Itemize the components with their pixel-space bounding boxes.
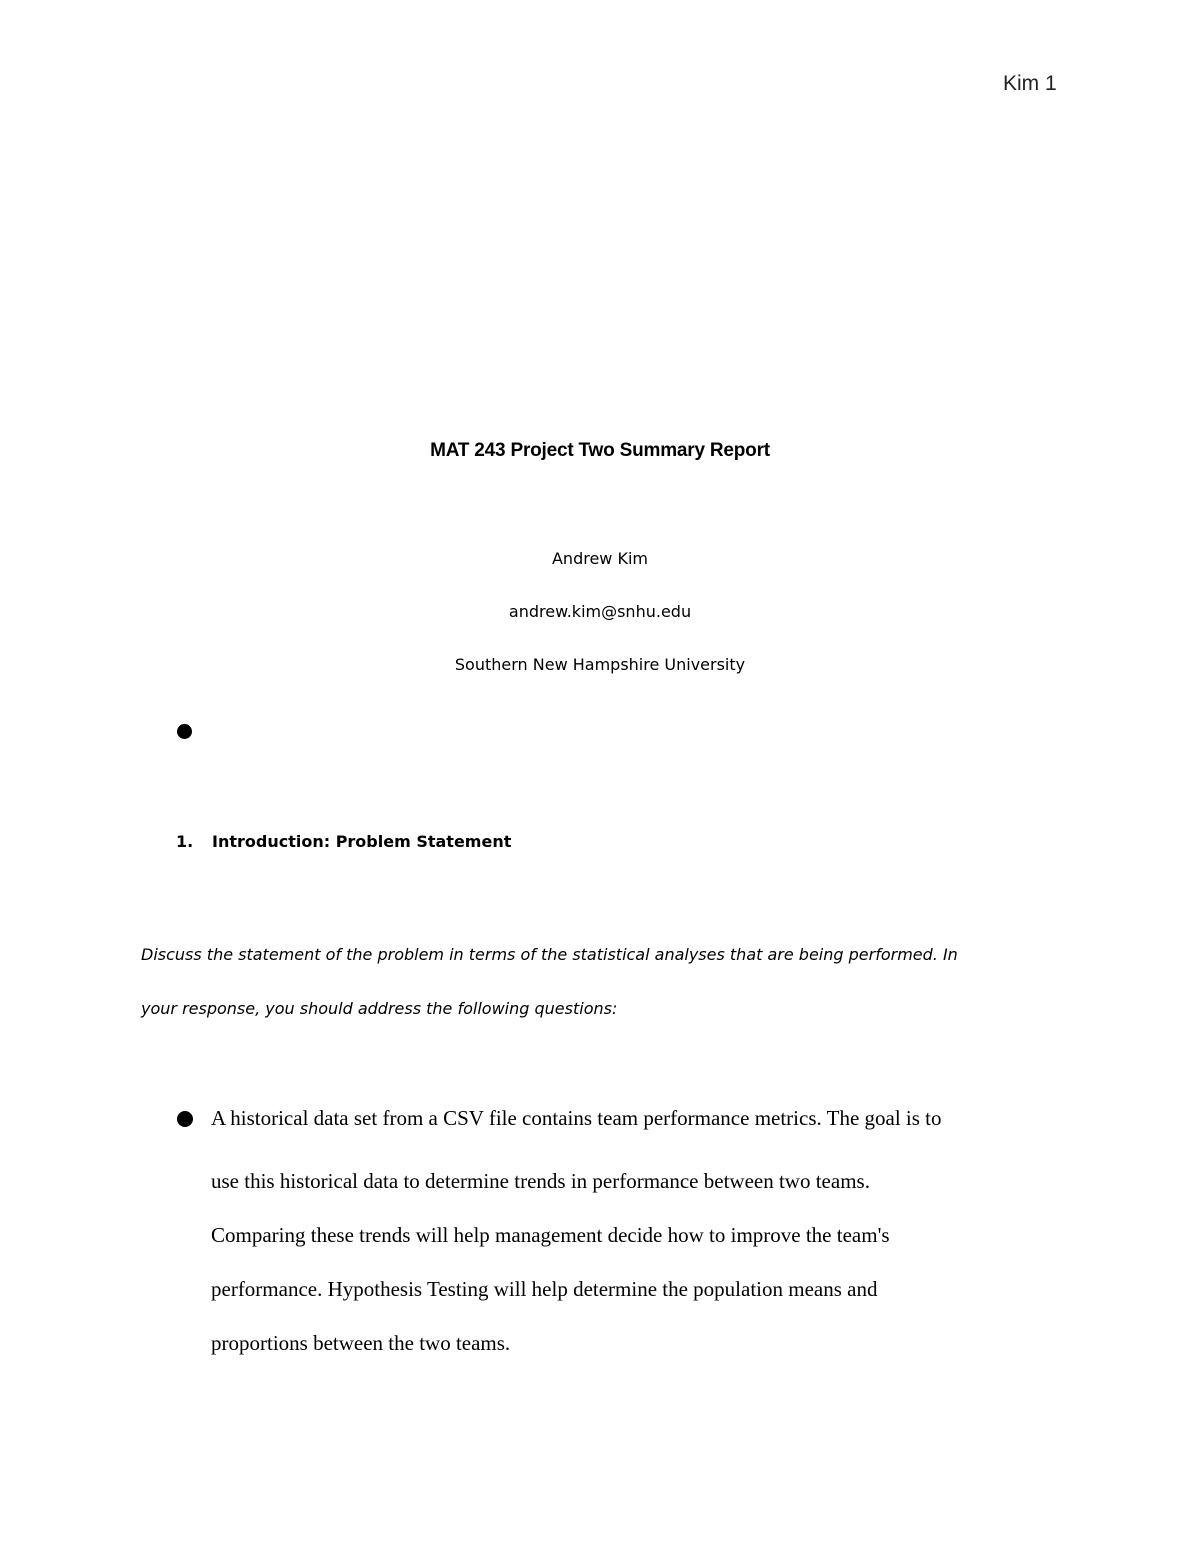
answer-line: Comparing these trends will help management decide how to improve the team's [211,1223,890,1247]
answer-line: proportions between the two teams. [211,1331,511,1355]
answer-line: performance. Hypothesis Testing will help determine the population means and [211,1277,878,1301]
author-name: Andrew Kim [551,549,648,568]
answer-line: use this historical data to determine trends in performance between two teams. [211,1169,870,1193]
institution-name: Southern New Hampshire University [454,655,746,674]
section-number: 1. [176,832,194,851]
running-header: Kim 1 [1003,72,1057,95]
prompt-line: Discuss the statement of the problem in terms of the statistical analyses that are being performed. In [141,945,958,964]
answer-paragraph [211,1101,1061,1380]
answer-line: A historical data set from a CSV file contains team performance metrics. The goal is to [211,1106,942,1130]
title-block [0,436,1200,466]
report-title: MAT 243 Project Two Summary Report [430,440,770,461]
section-prompt [141,928,1051,1036]
answer-bullet-icon [177,1111,193,1127]
prompt-line: your response, you should address the following questions: [141,999,618,1018]
empty-bullet-icon [177,724,192,739]
section-title: Introduction: Problem Statement [212,832,512,851]
section-heading [176,829,511,855]
author-email: andrew.kim@snhu.edu [508,602,692,621]
